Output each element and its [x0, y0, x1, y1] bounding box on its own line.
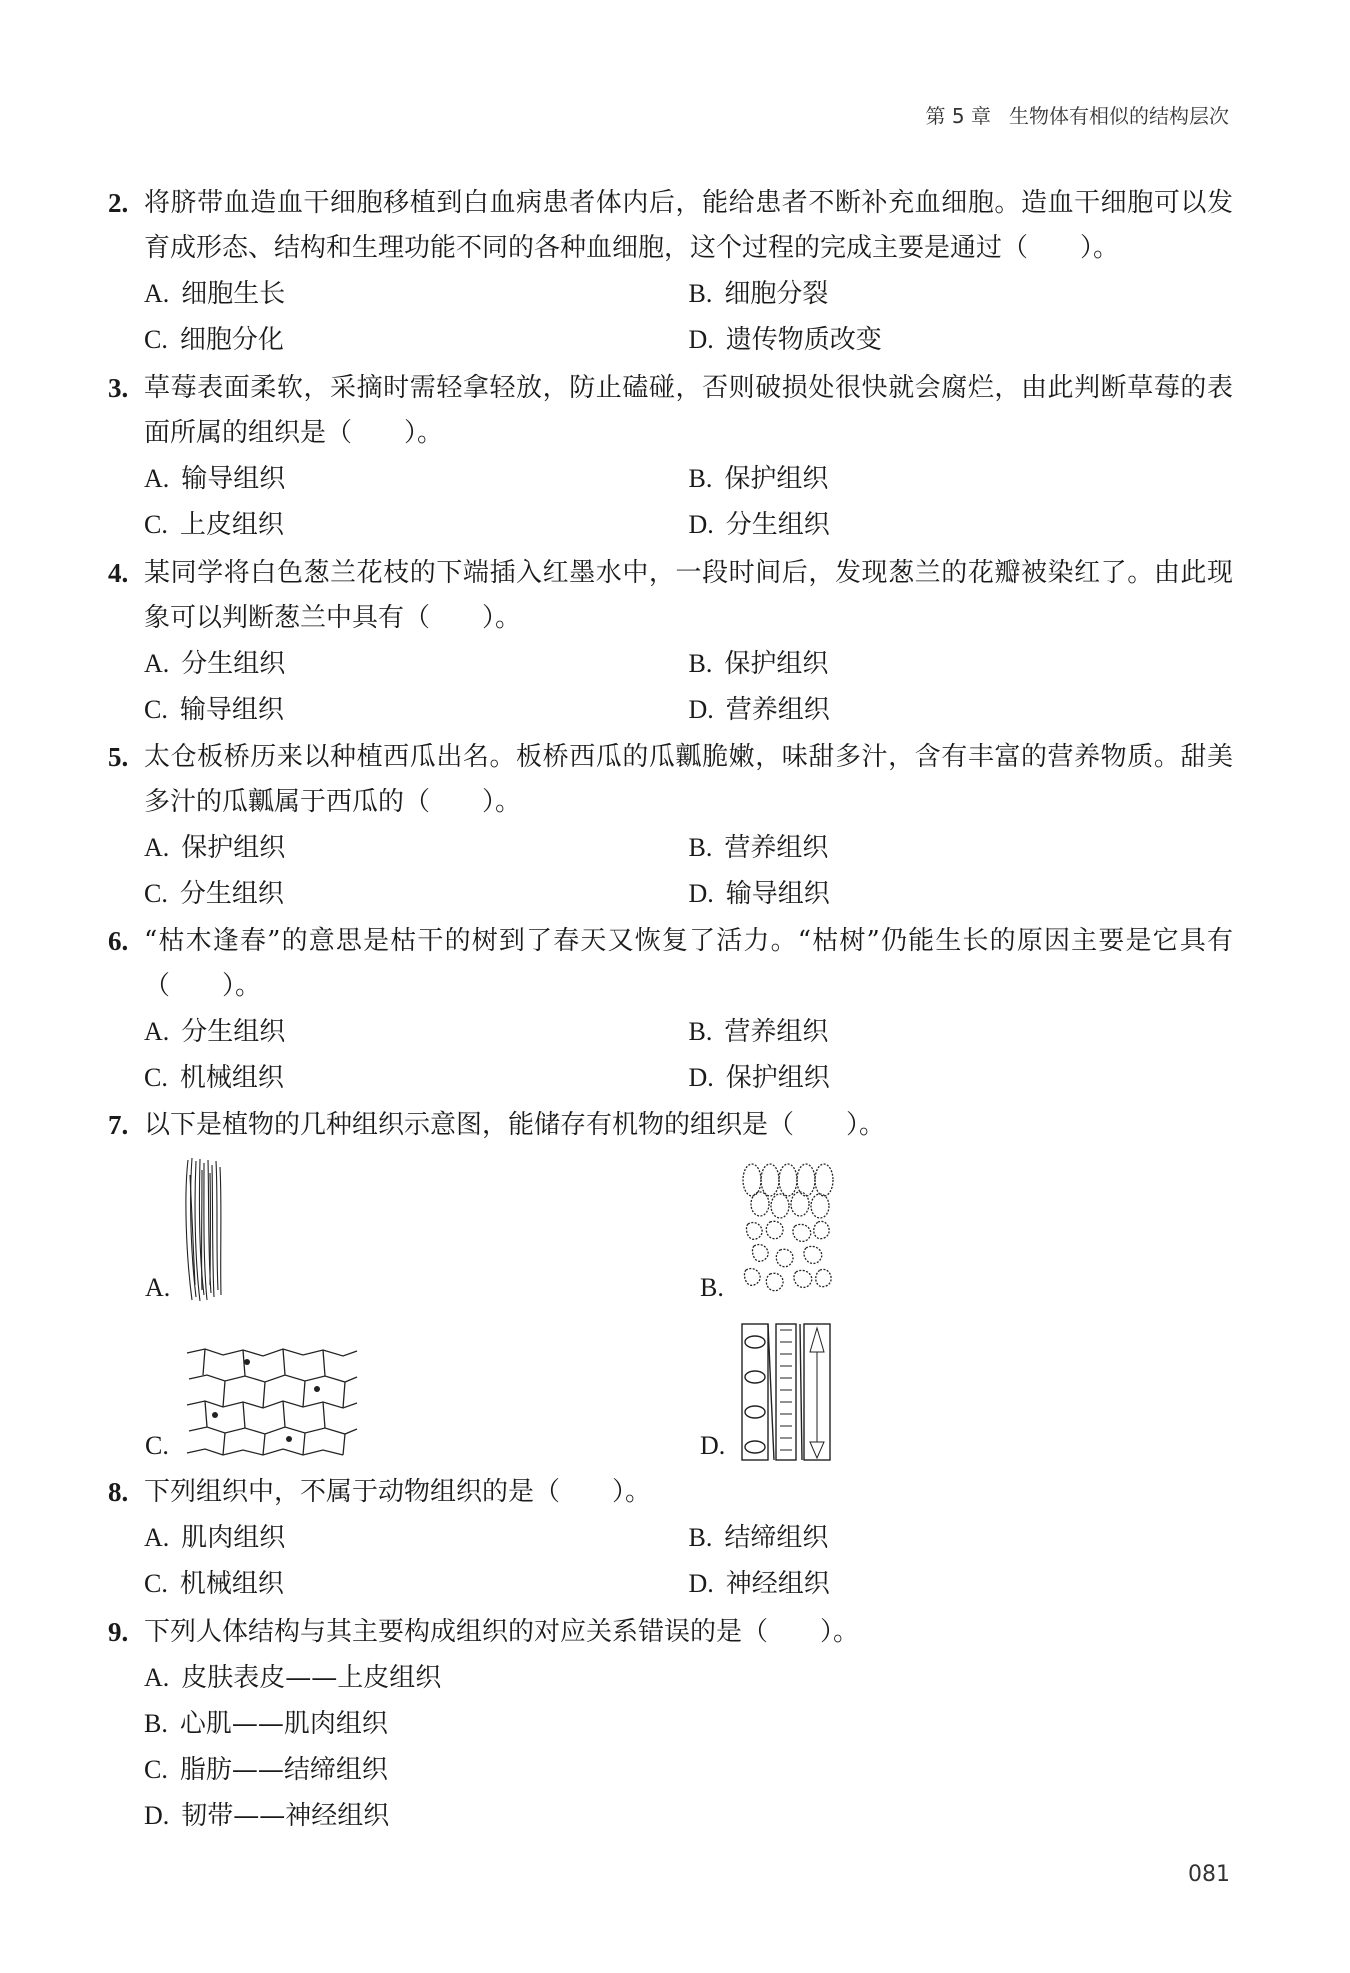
question-number: 7. [108, 1110, 129, 1140]
question-6 [108, 919, 1233, 1101]
options [144, 825, 1233, 917]
question-4 [108, 551, 1233, 733]
options [144, 1655, 1233, 1839]
option-a: A. 细胞生长 [144, 279, 286, 309]
option-d: D. 神经组织 [688, 1569, 830, 1599]
option-d: D. 韧带——神经组织 [144, 1801, 390, 1831]
options [144, 271, 1233, 363]
question-number: 8. [108, 1477, 129, 1507]
options [144, 1009, 1233, 1101]
question-stem: 以下是植物的几种组织示意图，能储存有机物的组织是（ ）。 [144, 1110, 886, 1140]
options [144, 456, 1233, 548]
option-b: B. 心肌——肌肉组织 [144, 1709, 388, 1739]
option-b: B. 营养组织 [688, 1017, 829, 1047]
option-c: C. 分生组织 [144, 879, 284, 909]
question-stem: “枯木逢春”的意思是枯干的树到了春天又恢复了活力。“枯树”仍能生长的原因主要是它具有（ ）。 [144, 926, 1233, 1001]
figure-b-nutrient-tissue [740, 1162, 840, 1302]
figure-a-elongated-cells [180, 1155, 230, 1305]
option-d: D. 遗传物质改变 [688, 325, 882, 355]
option-b: B. 营养组织 [688, 833, 829, 863]
option-a: A. 皮肤表皮——上皮组织 [144, 1663, 442, 1693]
option-d: D. 分生组织 [688, 510, 830, 540]
question-stem: 下列组织中，不属于动物组织的是（ ）。 [144, 1477, 652, 1507]
figure-label-a: A. [145, 1273, 171, 1302]
question-stem: 草莓表面柔软，采摘时需轻拿轻放，防止磕碰，否则破损处很快就会腐烂，由此判断草莓的表面所属的组织是（ ）。 [144, 373, 1233, 448]
options [144, 1515, 1233, 1607]
question-stem: 下列人体结构与其主要构成组织的对应关系错误的是（ ）。 [144, 1617, 860, 1647]
option-a: A. 保护组织 [144, 833, 286, 863]
option-a: A. 分生组织 [144, 649, 286, 679]
option-a: A. 输导组织 [144, 464, 286, 494]
option-c: C. 脂肪——结缔组织 [144, 1755, 388, 1785]
option-d: D. 输导组织 [688, 879, 830, 909]
option-c: C. 机械组织 [144, 1063, 284, 1093]
option-b: B. 保护组织 [688, 649, 829, 679]
question-number: 3. [108, 373, 129, 403]
figure-c-protective-tissue [185, 1345, 360, 1457]
question-stem: 某同学将白色葱兰花枝的下端插入红墨水中，一段时间后，发现葱兰的花瓣被染红了。由此现象可以判断葱兰中具有（ ）。 [144, 558, 1233, 633]
question-5 [108, 735, 1233, 917]
option-b: B. 结缔组织 [688, 1523, 829, 1553]
option-a: A. 分生组织 [144, 1017, 286, 1047]
question-7 [108, 1103, 1233, 1148]
chapter-title: 生物体有相似的结构层次 [1009, 104, 1229, 128]
figure-label-d: D. [700, 1431, 726, 1460]
page-number: 081 [1188, 1862, 1230, 1887]
question-3 [108, 366, 1233, 548]
question-9 [108, 1610, 1233, 1839]
question-number: 6. [108, 926, 129, 956]
option-a: A. 肌肉组织 [144, 1523, 286, 1553]
figure-label-c: C. [145, 1431, 169, 1460]
options [144, 641, 1233, 733]
option-d: D. 营养组织 [688, 695, 830, 725]
question-8 [108, 1470, 1233, 1607]
question-number: 4. [108, 558, 129, 588]
option-c: C. 机械组织 [144, 1569, 284, 1599]
option-b: B. 细胞分裂 [688, 279, 829, 309]
question-stem: 将脐带血造血干细胞移植到白血病患者体内后，能给患者不断补充血细胞。造血干细胞可以发育成形态、结构和生理功能不同的各种血细胞，这个过程的完成主要是通过（ ）。 [144, 188, 1233, 263]
question-stem: 太仓板桥历来以种植西瓜出名。板桥西瓜的瓜瓤脆嫩，味甜多汁，含有丰富的营养物质。甜美多汁的瓜瓤属于西瓜的（ ）。 [144, 742, 1233, 817]
page-header [926, 100, 1229, 129]
option-c: C. 输导组织 [144, 695, 284, 725]
question-number: 2. [108, 188, 129, 218]
option-b: B. 保护组织 [688, 464, 829, 494]
question-number: 9. [108, 1617, 129, 1647]
option-c: C. 细胞分化 [144, 325, 284, 355]
option-c: C. 上皮组织 [144, 510, 284, 540]
figure-d-conducting-tissue [740, 1322, 835, 1462]
figure-label-b: B. [700, 1273, 724, 1302]
chapter-number: 第 5 章 [925, 104, 991, 128]
question-number: 5. [108, 742, 129, 772]
question-2 [108, 181, 1233, 363]
option-d: D. 保护组织 [688, 1063, 830, 1093]
